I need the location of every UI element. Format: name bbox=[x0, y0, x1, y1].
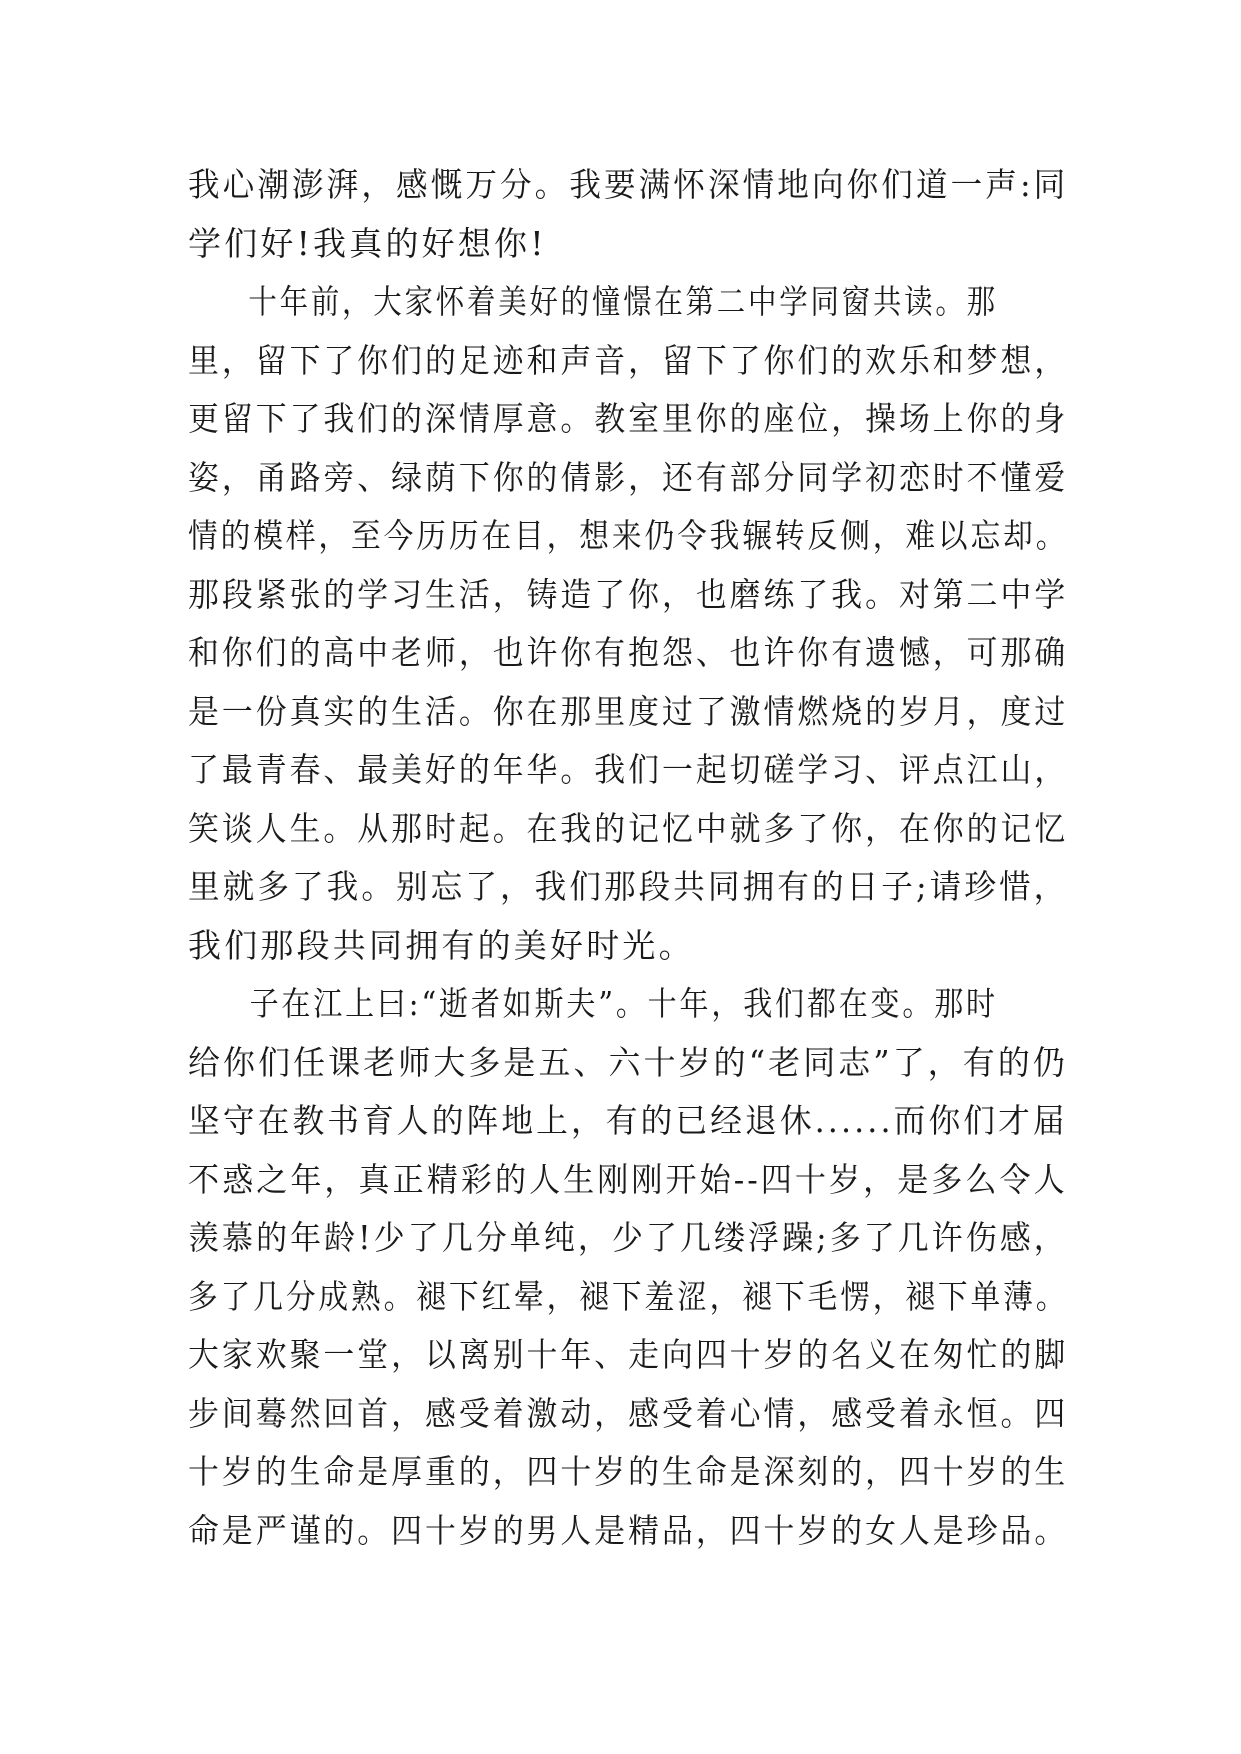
text-line: 子在江上曰:“逝者如斯夫”。十年，我们都在变。那时 bbox=[249, 984, 998, 1023]
text-line: 我心潮澎湃，感慨万分。我要满怀深情地向你们道一声:同 bbox=[188, 165, 1069, 204]
document-body bbox=[188, 156, 1068, 1560]
text-line: 里就多了我。别忘了，我们那段共同拥有的日子;请珍惜， bbox=[188, 867, 1069, 906]
text-line: 大家欢聚一堂，以离别十年、走向四十岁的名义在匆忙的脚 bbox=[188, 1335, 1069, 1374]
text-line: 十年前，大家怀着美好的憧憬在第二中学同窗共读。那 bbox=[248, 282, 998, 321]
text-line: 是一份真实的生活。你在那里度过了激情燃烧的岁月，度过 bbox=[188, 691, 1069, 731]
text-line: 情的模样，至今历历在目，想来仍令我辗转反侧，难以忘却。 bbox=[188, 516, 1069, 555]
text-line: 步间蓦然回首，感受着激动，感受着心情，感受着永恒。四 bbox=[188, 1393, 1069, 1433]
text-line: 十岁的生命是厚重的，四十岁的生命是深刻的，四十岁的生 bbox=[188, 1452, 1069, 1491]
text-line: 学们好!我真的好想你! bbox=[188, 223, 547, 263]
text-line: 我们那段共同拥有的美好时光。 bbox=[188, 925, 695, 965]
text-line: 里，留下了你们的足迹和声音，留下了你们的欢乐和梦想， bbox=[188, 340, 1069, 380]
text-line: 坚守在教书育人的阵地上，有的已经退休......而你们才届 bbox=[188, 1101, 1068, 1140]
text-line: 不惑之年，真正精彩的人生刚刚开始--四十岁，是多么令人 bbox=[188, 1159, 1068, 1199]
text-line: 了最青春、最美好的年华。我们一起切磋学习、评点江山， bbox=[188, 750, 1069, 789]
text-line: 更留下了我们的深情厚意。教室里你的座位，操场上你的身 bbox=[188, 399, 1069, 438]
text-line: 多了几分成熟。褪下红晕，褪下羞涩，褪下毛愣，褪下单薄。 bbox=[188, 1276, 1069, 1316]
text-line: 羡慕的年龄!少了几分单纯，少了几缕浮躁;多了几许伤感， bbox=[188, 1218, 1068, 1257]
text-line: 笑谈人生。从那时起。在我的记忆中就多了你，在你的记忆 bbox=[188, 808, 1069, 848]
text-line: 姿，甬路旁、绿荫下你的倩影，还有部分同学初恋时不懂爱 bbox=[188, 457, 1069, 497]
text-line: 给你们任课老师大多是五、六十岁的“老同志”了，有的仍 bbox=[188, 1042, 1068, 1082]
text-line: 那段紧张的学习生活，铸造了你，也磨练了我。对第二中学 bbox=[188, 574, 1069, 614]
text-line: 和你们的高中老师，也许你有抱怨、也许你有遗憾，可那确 bbox=[188, 633, 1069, 672]
text-line: 命是严谨的。四十岁的男人是精品，四十岁的女人是珍品。 bbox=[188, 1510, 1069, 1550]
